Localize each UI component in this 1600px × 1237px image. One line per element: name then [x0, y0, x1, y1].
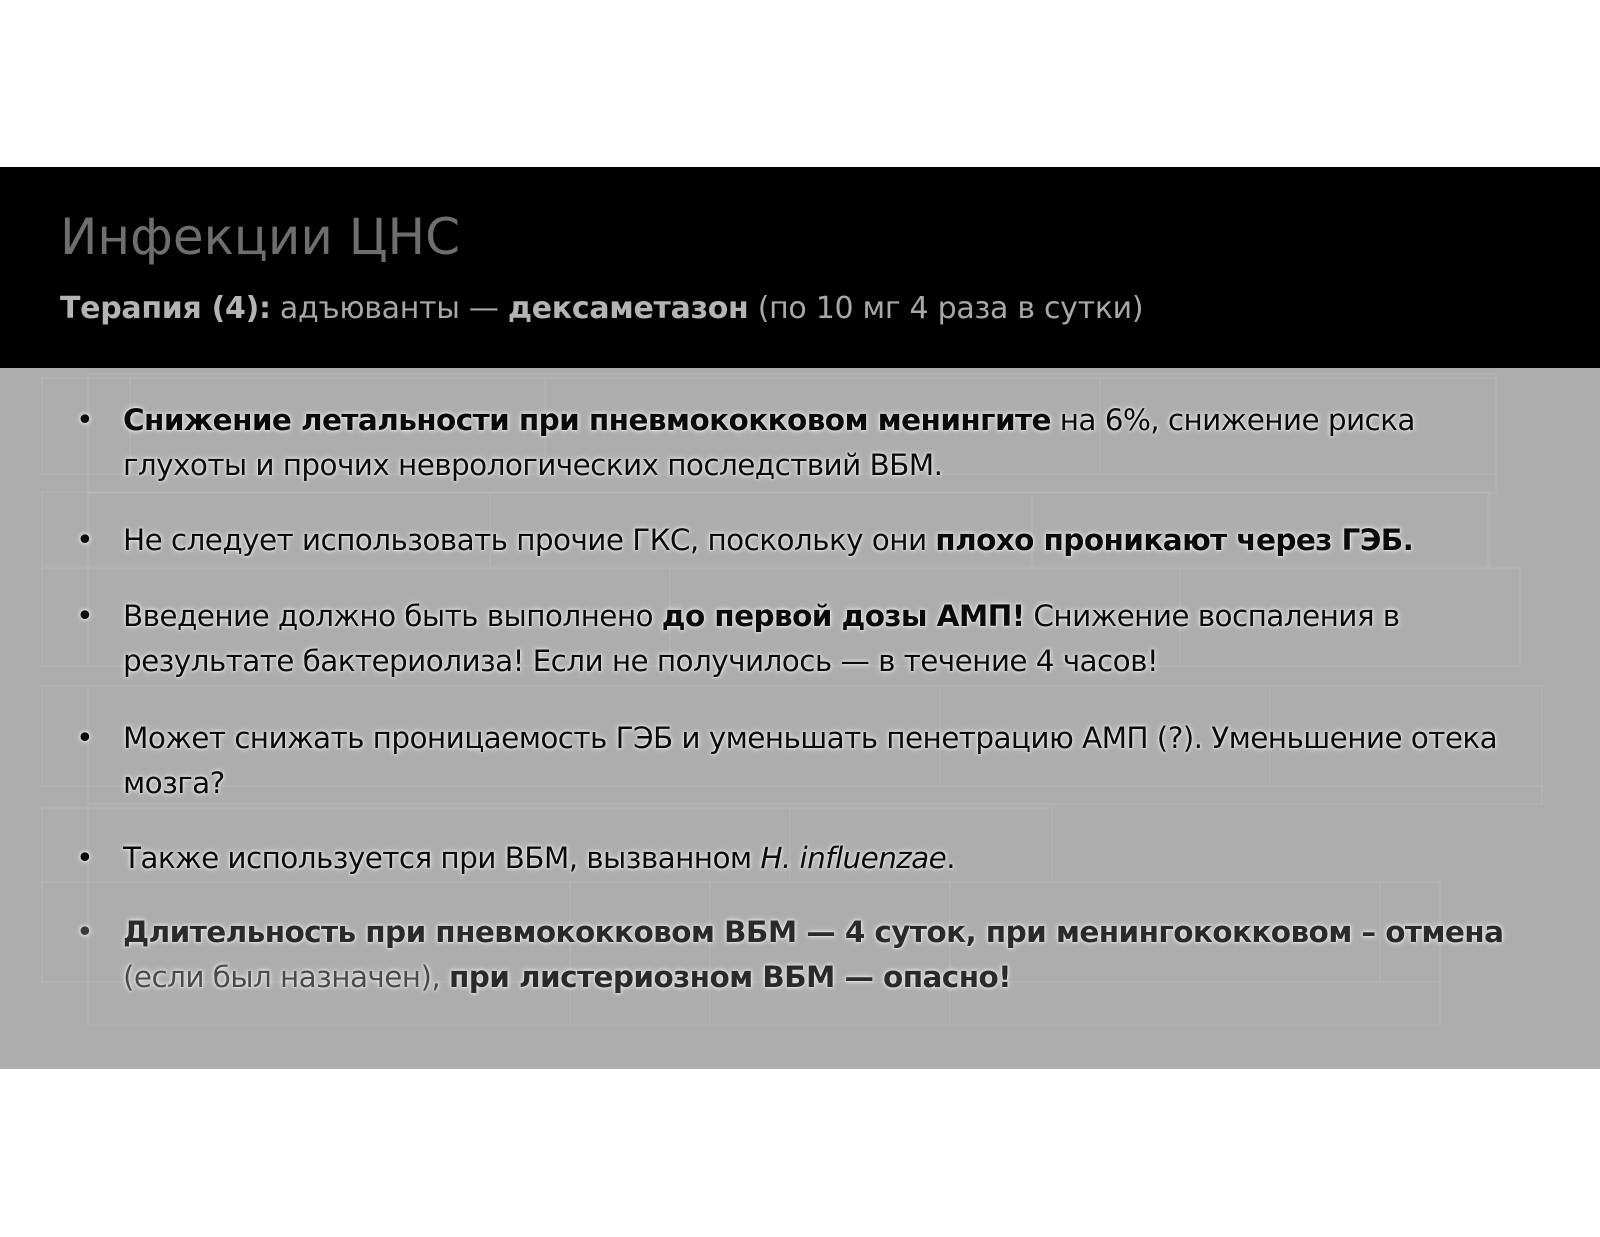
- bullet-bold: плохо проникают через ГЭБ.: [935, 523, 1414, 557]
- subtitle-label: Терапия (4):: [60, 291, 271, 326]
- bullet-bold: при листериозном ВБМ — опасно!: [448, 960, 1011, 994]
- slide: [0, 167, 1600, 1069]
- bullet-dot: •: [76, 841, 94, 876]
- bullet-plain: на 6%, снижение риска глухоты и прочих неврологических последствий ВБМ.: [123, 403, 1415, 482]
- subtitle-topic: адъюванты —: [270, 291, 508, 326]
- bullet-italic: H. influenzae: [760, 841, 947, 875]
- slide-subtitle: [60, 289, 1143, 329]
- bullet-plain: Не следует использовать прочие ГКС, поскольку они: [123, 523, 936, 557]
- slide-header: [0, 167, 1600, 368]
- bullet-dot: •: [76, 403, 94, 438]
- subtitle-dose: (по 10 мг 4 раза в сутки): [748, 291, 1144, 326]
- slide-title: Инфекции ЦНС: [60, 208, 461, 266]
- bullet-plain: Введение должно быть выполнено: [123, 599, 662, 633]
- subtitle-drug: дексаметазон: [507, 291, 749, 326]
- bullet-plain: Снижение воспаления в результате бактериолиза! Если не получилось — в течение 4 часов!: [123, 599, 1400, 678]
- bullet-bold: до первой дозы АМП!: [661, 599, 1025, 633]
- bullet-bold: Длительность при пневмококковом ВБМ — 4 суток, при менингококковом – отмена: [123, 915, 1504, 949]
- bullet-bold: Снижение летальности при пневмококковом менингите: [123, 403, 1051, 437]
- bullet-text: [123, 594, 1546, 684]
- bullet-item: [76, 910, 1546, 1000]
- bullet-plain: .: [946, 841, 955, 875]
- bullet-text: [123, 910, 1546, 1000]
- bullet-item: [76, 836, 1546, 881]
- bullet-item: [76, 716, 1546, 806]
- bullet-plain: Может снижать проницаемость ГЭБ и уменьшать пенетрацию АМП (?). Уменьшение отека мозга?: [123, 721, 1498, 800]
- bullet-dot: •: [76, 523, 94, 558]
- bullet-item: [76, 398, 1546, 488]
- bullet-item: [76, 594, 1546, 684]
- bullet-text: [123, 518, 1546, 563]
- bullet-item: [76, 518, 1546, 563]
- bullet-dot: •: [76, 721, 94, 756]
- bullet-text: [123, 836, 1546, 881]
- bullet-text: [123, 398, 1546, 488]
- bullet-plain: Также используется при ВБМ, вызванном: [123, 841, 761, 875]
- bullet-dot: •: [76, 599, 94, 634]
- bullet-plain: (если был назначен),: [123, 960, 449, 994]
- bullet-text: [123, 716, 1546, 806]
- bullet-dot: •: [76, 915, 94, 950]
